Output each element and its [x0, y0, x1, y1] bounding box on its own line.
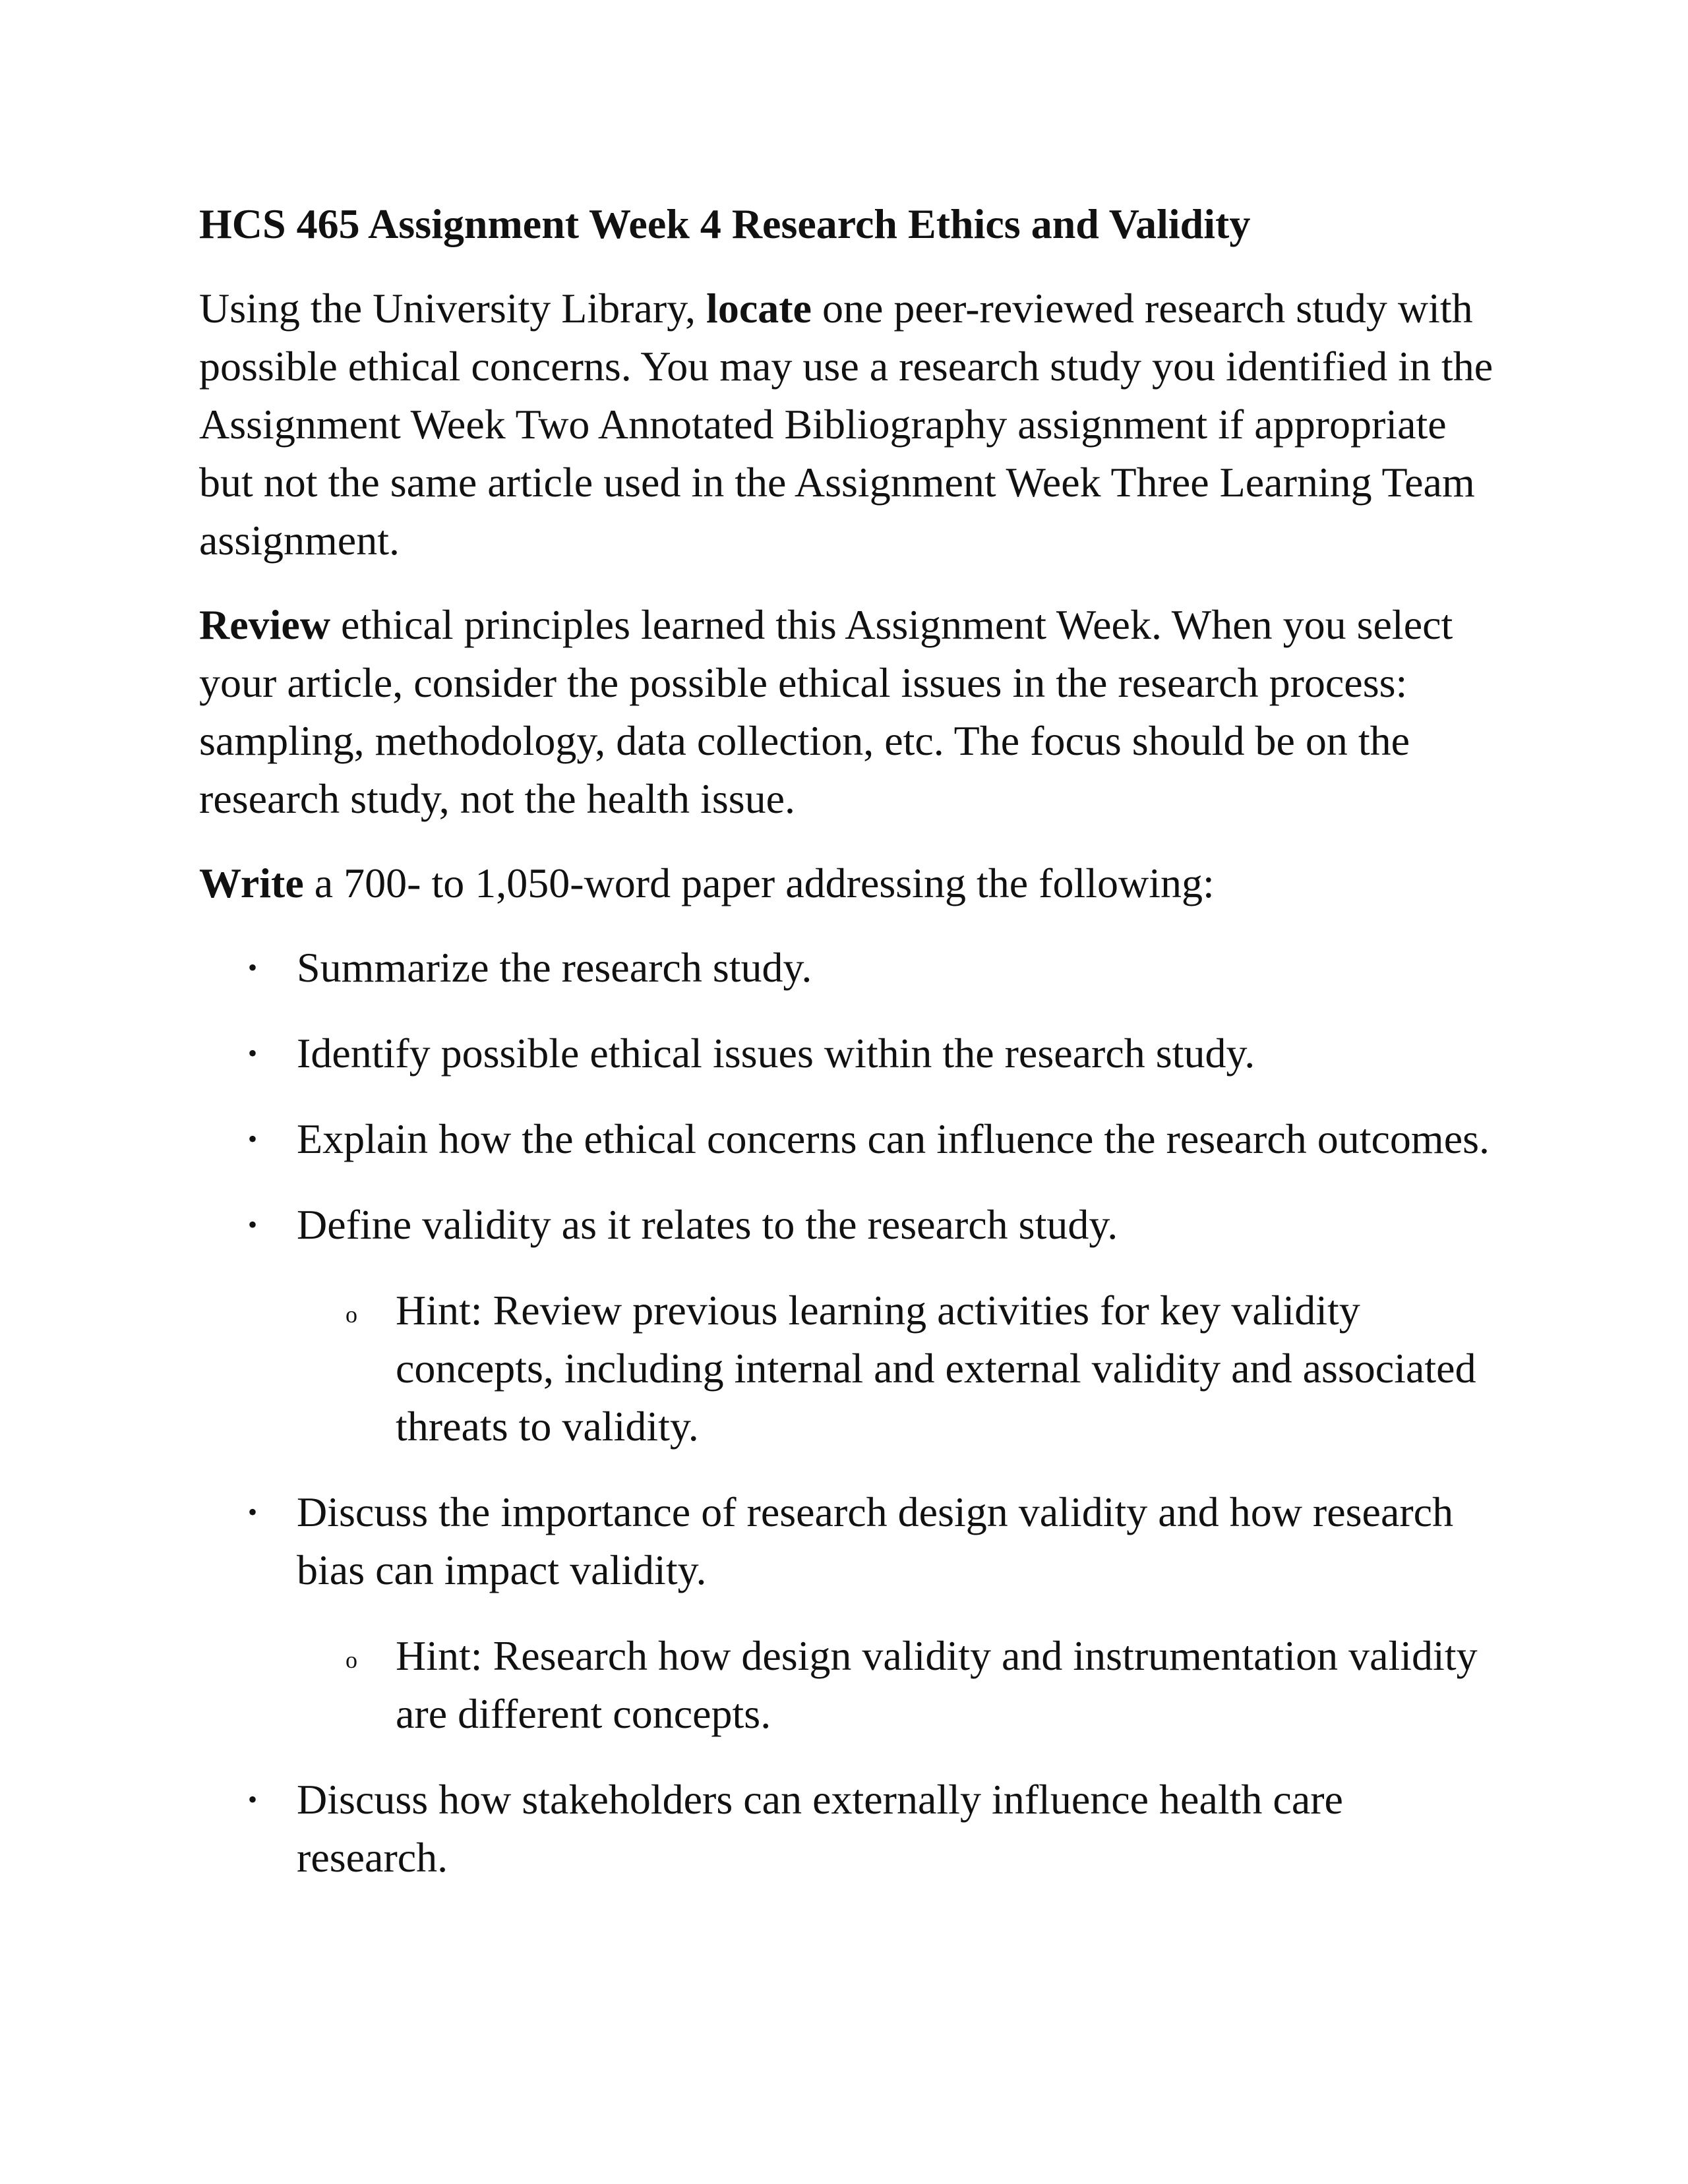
bullet-icon: • — [248, 953, 258, 982]
paragraph-locate-keyword: locate — [706, 285, 812, 332]
paragraph-review-body: ethical principles learned this Assignment Week. When you select your article, consider the possible ethical issues in the research process: sampling, methodology, data collection, etc. The focus should be on the research study, not the health issue. — [199, 601, 1453, 822]
list-item-text: Explain how the ethical concerns can influence the research outcomes. — [297, 1115, 1490, 1162]
list-item — [199, 1771, 1505, 1887]
list-item — [199, 939, 1505, 997]
requirements-list — [199, 939, 1505, 1887]
paragraph-write — [199, 854, 1505, 912]
paragraph-locate-body: one peer-reviewed research study with possible ethical concerns. You may use a research study you identified in the Assignment Week Two Annotated Bibliography assignment if appropriate but not the same article used in the Assignment Week Three Learning Team assignment. — [199, 285, 1493, 564]
hint-text: Hint: Research how design validity and instrumentation validity are different concepts. — [396, 1632, 1478, 1737]
list-item-text: Summarize the research study. — [297, 944, 812, 991]
paragraph-write-body: a 700- to 1,050-word paper addressing the following: — [303, 860, 1215, 906]
paragraph-locate-lead: Using the University Library, — [199, 285, 707, 332]
document-title: HCS 465 Assignment Week 4 Research Ethics and Validity — [199, 200, 1251, 247]
paragraph-review-keyword: Review — [199, 601, 331, 648]
list-item-text: Discuss the importance of research design validity and how research bias can impact validity. — [297, 1489, 1454, 1593]
paragraph-locate — [199, 280, 1505, 570]
paragraph-write-keyword: Write — [199, 860, 304, 906]
bullet-icon: • — [248, 1497, 258, 1527]
list-item — [199, 1483, 1505, 1743]
sub-bullet-icon: o — [346, 1301, 357, 1328]
bullet-icon: • — [248, 1038, 258, 1068]
sub-list — [297, 1627, 1505, 1743]
list-item-text: Identify possible ethical issues within the research study. — [297, 1030, 1255, 1077]
paragraph-review — [199, 596, 1505, 828]
list-item-text: Define validity as it relates to the research study. — [297, 1201, 1118, 1248]
bullet-icon: • — [248, 1124, 258, 1154]
bullet-icon: • — [248, 1210, 258, 1239]
list-item — [199, 1110, 1505, 1168]
list-item — [199, 1024, 1505, 1082]
sub-list-item — [297, 1627, 1505, 1743]
list-item — [199, 1196, 1505, 1456]
document-content — [199, 195, 1505, 1914]
list-item-text: Discuss how stakeholders can externally influence health care research. — [297, 1776, 1343, 1881]
hint-text: Hint: Review previous learning activities for key validity concepts, including internal and external validity and associated threats to validity. — [396, 1287, 1476, 1450]
sub-list-item — [297, 1282, 1505, 1456]
sub-bullet-icon: o — [346, 1647, 357, 1673]
bullet-icon: • — [248, 1785, 258, 1814]
sub-list — [297, 1282, 1505, 1456]
